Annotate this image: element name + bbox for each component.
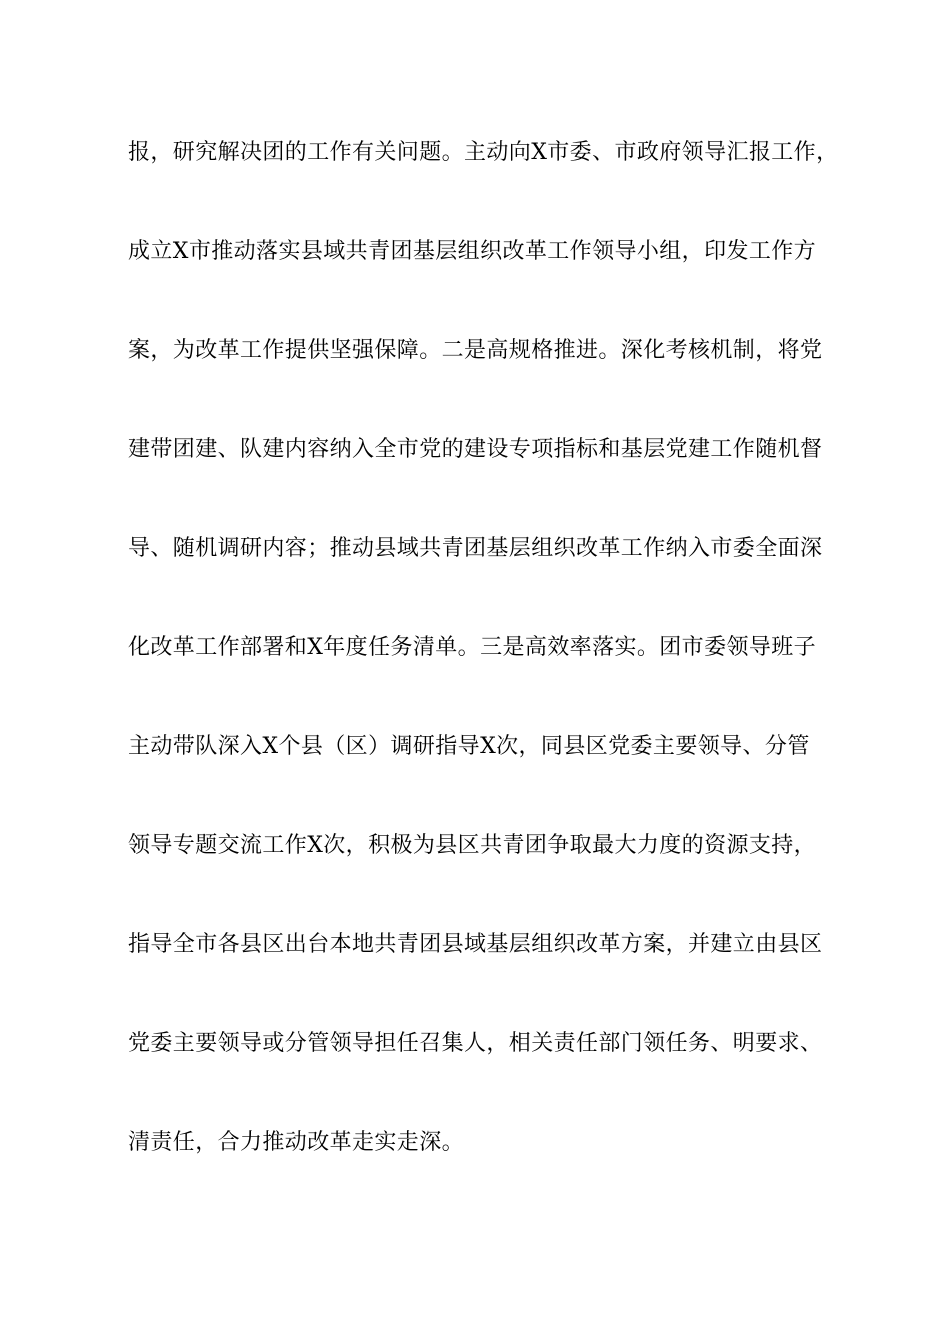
paragraph-line: 报，研究解决团的工作有关问题。主动向X市委、市政府领导汇报工作，	[128, 140, 839, 165]
paragraph-line: 建带团建、队建内容纳入全市党的建设专项指标和基层党建工作随机督	[128, 437, 823, 462]
body-paragraph	[128, 133, 839, 1222]
paragraph-line: 领导专题交流工作X次，积极为县区共青团争取最大力度的资源支持，	[128, 833, 817, 858]
paragraph-line: 化改革工作部署和X年度任务清单。三是高效率落实。团市委领导班子	[128, 635, 817, 660]
paragraph-line: 党委主要领导或分管领导担任召集人，相关责任部门领任务、明要求、	[128, 1031, 823, 1056]
paragraph-line: 主动带队深入X个县（区）调研指导X次，同县区党委主要领导、分管	[128, 734, 810, 759]
paragraph-line: 指导全市各县区出台本地共青团县域基层组织改革方案，并建立由县区	[128, 932, 823, 957]
paragraph-line: 成立X市推动落实县域共青团基层组织改革工作领导小组，印发工作方	[128, 239, 817, 264]
paragraph-line: 清责任，合力推动改革走实走深。	[128, 1130, 465, 1155]
paragraph-line: 导、随机调研内容；推动县域共青团基层组织改革工作纳入市委全面深	[128, 536, 823, 561]
paragraph-line: 案，为改革工作提供坚强保障。二是高规格推进。深化考核机制，将党	[128, 338, 823, 363]
